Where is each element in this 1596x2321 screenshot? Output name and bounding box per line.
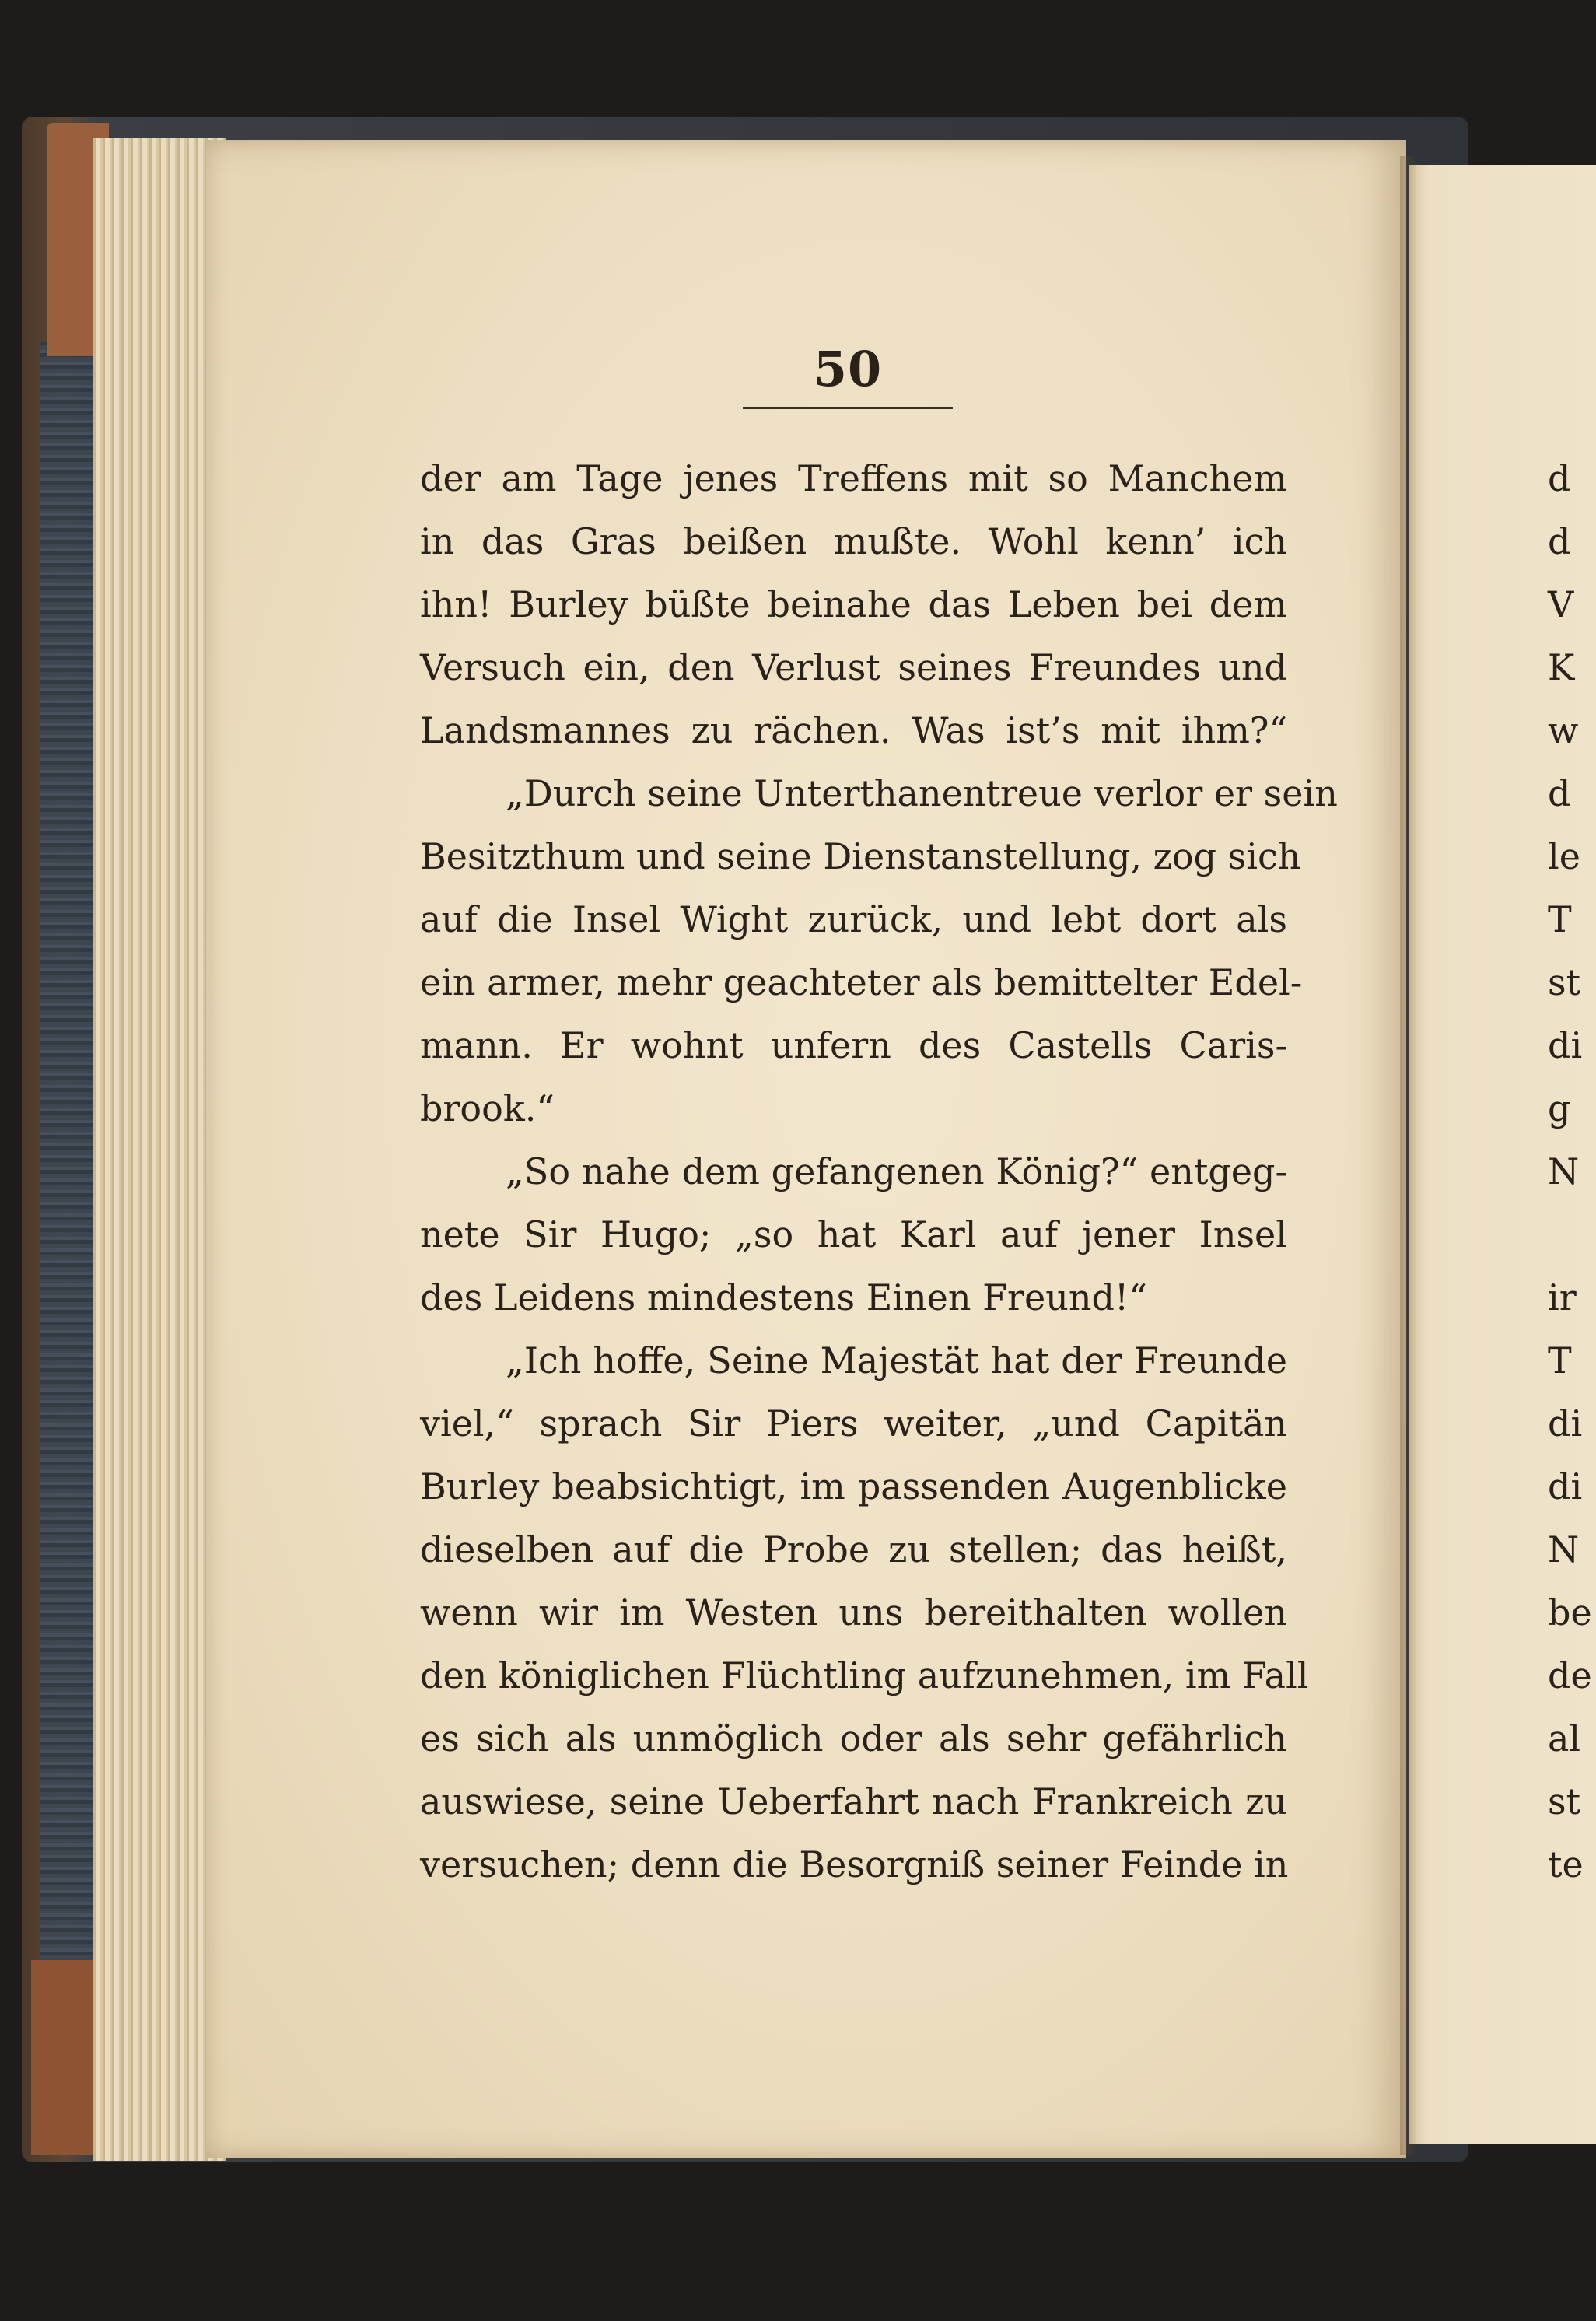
facing-line: d bbox=[1548, 772, 1571, 814]
text-line: brook.“ bbox=[420, 1087, 555, 1129]
facing-line: g bbox=[1548, 1087, 1571, 1129]
facing-line: K bbox=[1548, 646, 1575, 688]
text-line: der am Tage jenes Treffens mit so Manchem bbox=[420, 457, 1287, 499]
text-line: den königlichen Flüchtling aufzunehmen, im Fall bbox=[420, 1654, 1309, 1696]
text-line: ihn! Burley büßte beinahe das Leben bei dem bbox=[420, 583, 1287, 625]
cover-marbled-edge bbox=[40, 342, 95, 2007]
facing-line: d bbox=[1548, 520, 1571, 562]
facing-line: di bbox=[1548, 1465, 1583, 1507]
text-line: viel,“ sprach Sir Piers weiter, „und Capitän bbox=[420, 1402, 1287, 1444]
page-text bbox=[420, 447, 1338, 1896]
facing-line: N bbox=[1548, 1528, 1580, 1570]
text-line: auswiese, seine Ueberfahrt nach Frankreich zu bbox=[420, 1780, 1287, 1822]
text-line: des Leidens mindestens Einen Freund!“ bbox=[420, 1276, 1147, 1318]
facing-line: T bbox=[1548, 898, 1572, 940]
facing-line: st bbox=[1548, 1780, 1581, 1822]
facing-line: w bbox=[1548, 709, 1579, 751]
text-line: ein armer, mehr geachteter als bemittelter Edel- bbox=[420, 961, 1303, 1003]
leather-corner-bottom bbox=[31, 1960, 101, 2155]
facing-line: di bbox=[1548, 1024, 1583, 1066]
page-number-rule bbox=[743, 407, 953, 409]
book-gutter bbox=[1400, 156, 1416, 2155]
text-line: wenn wir im Westen uns bereithalten wollen bbox=[420, 1591, 1287, 1633]
text-line: mann. Er wohnt unfern des Castells Caris- bbox=[420, 1024, 1287, 1066]
text-line: versuchen; denn die Besorgniß seiner Feinde in bbox=[420, 1843, 1289, 1885]
text-line: auf die Insel Wight zurück, und lebt dort als bbox=[420, 898, 1287, 940]
facing-line: V bbox=[1548, 583, 1574, 625]
text-line: „So nahe dem gefangenen König?“ entgeg- bbox=[506, 1150, 1287, 1192]
text-line: „Durch seine Unterthanentreue verlor er sein bbox=[506, 772, 1338, 814]
text-line: es sich als unmöglich oder als sehr gefährlich bbox=[420, 1717, 1287, 1759]
facing-line: N bbox=[1548, 1150, 1580, 1192]
text-line: Burley beabsichtigt, im passenden Augenblicke bbox=[420, 1465, 1287, 1507]
facing-line: le bbox=[1548, 835, 1580, 877]
text-line: nete Sir Hugo; „so hat Karl auf jener Insel bbox=[420, 1213, 1287, 1255]
facing-line: st bbox=[1548, 961, 1581, 1003]
text-line: Besitzthum und seine Dienstanstellung, zog sich bbox=[420, 835, 1301, 877]
facing-line: d bbox=[1548, 457, 1571, 499]
page-number: 50 bbox=[813, 341, 883, 397]
text-line: „Ich hoffe, Seine Majestät hat der Freunde bbox=[506, 1339, 1287, 1381]
text-line: in das Gras beißen mußte. Wohl kenn’ ich bbox=[420, 520, 1287, 562]
facing-line: de bbox=[1548, 1654, 1592, 1696]
facing-line: te bbox=[1548, 1843, 1584, 1885]
text-line: Landsmannes zu rächen. Was ist’s mit ihm?“ bbox=[420, 709, 1287, 751]
facing-line: di bbox=[1548, 1402, 1583, 1444]
facing-line: al bbox=[1548, 1717, 1581, 1759]
facing-line: be bbox=[1548, 1591, 1592, 1633]
facing-line: T bbox=[1548, 1339, 1572, 1381]
text-line: dieselben auf die Probe zu stellen; das heißt, bbox=[420, 1528, 1287, 1570]
text-line: Versuch ein, den Verlust seines Freundes und bbox=[420, 646, 1287, 688]
facing-line: ir bbox=[1548, 1276, 1577, 1318]
